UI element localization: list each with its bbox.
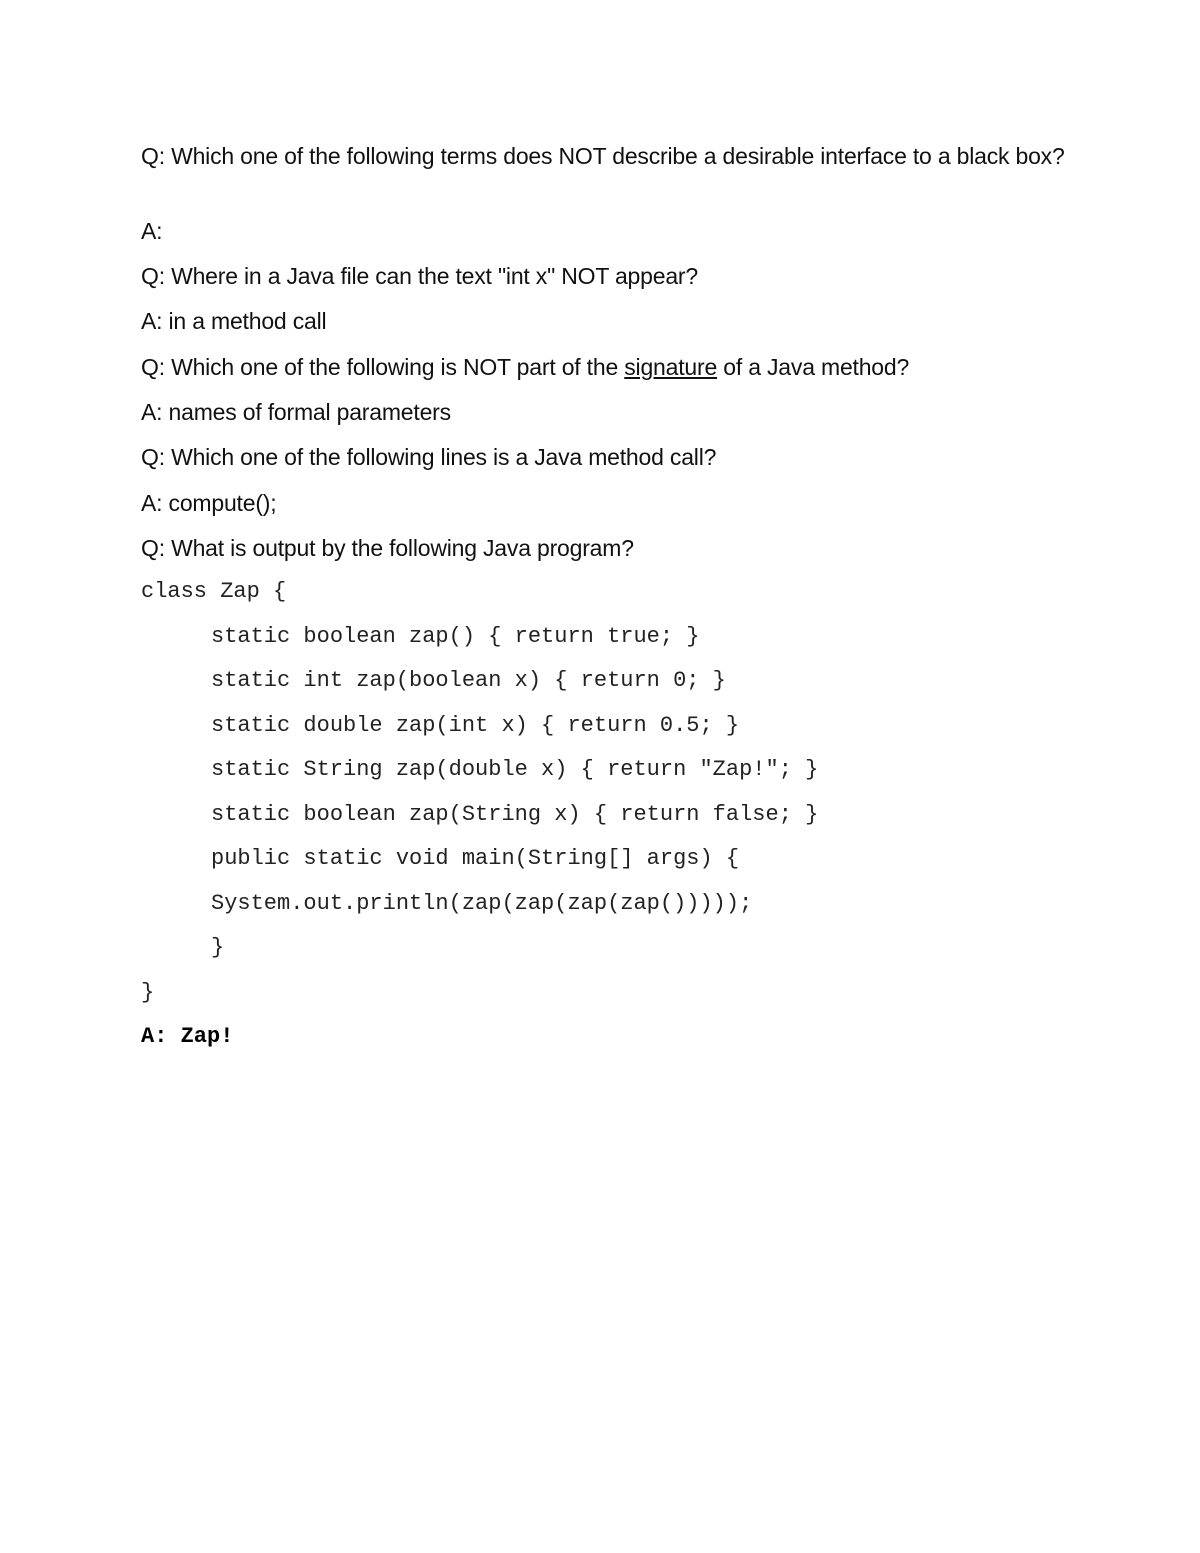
code-line: static String zap(double x) { return "Zap!"; } [211, 757, 819, 782]
question-1: Q: Which one of the following terms does NOT describe a desirable interface to a black box? [141, 143, 1065, 169]
question-2: Q: Where in a Java file can the text "int x" NOT appear? [141, 263, 698, 289]
final-answer: A: Zap! [141, 1024, 234, 1049]
question-3 [141, 352, 1066, 382]
code-line: System.out.println(zap(zap(zap(zap())))); [211, 891, 753, 916]
code-line: static double zap(int x) { return 0.5; } [211, 713, 740, 738]
code-line: static boolean zap(String x) { return false; } [211, 802, 819, 827]
code-class-close: } [141, 980, 155, 1005]
code-class-open: class Zap { [141, 579, 287, 604]
question-5: Q: What is output by the following Java program? [141, 535, 634, 561]
code-line: } [211, 935, 225, 960]
answer-3: A: names of formal parameters [141, 399, 451, 425]
answer-2: A: in a method call [141, 308, 327, 334]
code-line: static int zap(boolean x) { return 0; } [211, 668, 726, 693]
answer-4: A: compute(); [141, 490, 277, 516]
question-3-text-before: Q: Which one of the following is NOT part of the [141, 354, 625, 380]
question-4: Q: Which one of the following lines is a Java method call? [141, 444, 717, 470]
signature-term: signature [624, 354, 718, 380]
code-line: static boolean zap() { return true; } [211, 624, 700, 649]
code-line: public static void main(String[] args) { [211, 846, 740, 871]
answer-1: A: [141, 218, 163, 244]
question-3-text-after: of a Java method? [717, 354, 910, 380]
